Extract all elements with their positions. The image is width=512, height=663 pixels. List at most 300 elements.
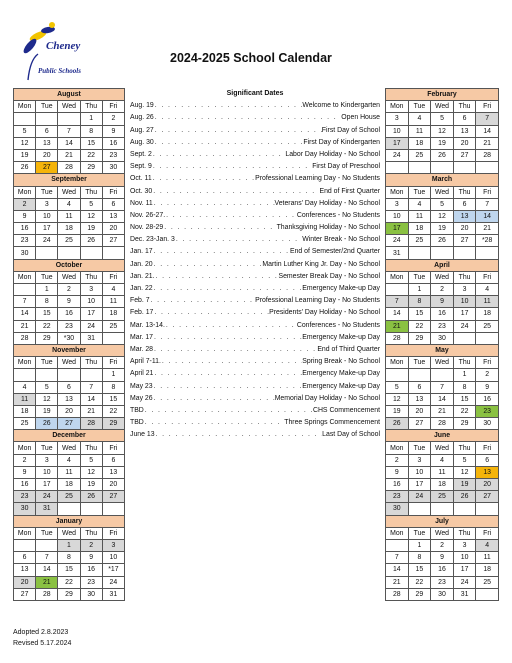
day-cell: 30	[14, 503, 36, 515]
day-header: Wed	[431, 357, 454, 369]
day-cell: 26	[431, 149, 454, 161]
day-header: Tue	[36, 527, 58, 539]
event-description: End of Third Quarter	[317, 345, 380, 353]
day-cell: 9	[431, 296, 454, 308]
day-header: Wed	[58, 186, 80, 198]
day-header: Mon	[14, 527, 36, 539]
event-date: TBD	[130, 419, 144, 427]
dot-leader	[154, 112, 342, 124]
day-header: Fri	[102, 357, 124, 369]
day-cell: 1	[453, 369, 476, 381]
day-cell: 24	[102, 576, 124, 588]
day-cell: 14	[386, 564, 409, 576]
dot-leader	[153, 393, 275, 405]
day-cell	[102, 503, 124, 515]
day-cell: 26	[386, 418, 409, 430]
dot-leader	[153, 198, 275, 210]
event-date: Feb. 7	[130, 297, 150, 305]
day-cell: 24	[453, 320, 476, 332]
day-cell: 11	[58, 210, 80, 222]
day-cell: 13	[102, 466, 124, 478]
right-months-table	[385, 88, 499, 601]
day-cell: 17	[453, 308, 476, 320]
day-header: Thu	[80, 271, 102, 283]
day-cell	[476, 332, 499, 344]
day-cell: 22	[102, 405, 124, 417]
dot-leader	[153, 368, 302, 380]
day-cell: 12	[386, 393, 409, 405]
day-header: Mon	[386, 186, 409, 198]
day-cell: 6	[36, 125, 58, 137]
day-cell: 27	[102, 491, 124, 503]
day-cell: 21	[431, 405, 454, 417]
day-cell	[453, 503, 476, 515]
day-header: Thu	[453, 271, 476, 283]
day-cell: 24	[386, 235, 409, 247]
day-cell: 20	[453, 223, 476, 235]
day-cell: 24	[36, 235, 58, 247]
day-cell: 5	[386, 381, 409, 393]
day-header: Mon	[14, 357, 36, 369]
day-cell	[102, 247, 124, 259]
dot-leader	[163, 222, 276, 234]
day-cell: 12	[80, 210, 102, 222]
day-cell: 17	[386, 137, 409, 149]
day-header: Fri	[102, 527, 124, 539]
dot-leader	[153, 246, 290, 258]
day-cell: 17	[453, 564, 476, 576]
significant-date-row	[130, 222, 380, 234]
day-cell: 20	[14, 576, 36, 588]
day-header: Wed	[58, 442, 80, 454]
day-cell: 9	[431, 552, 454, 564]
day-cell: 7	[386, 552, 409, 564]
month-name: March	[386, 174, 499, 186]
event-description: Professional Learning Day - No Students	[255, 175, 380, 183]
day-cell: 8	[58, 552, 80, 564]
day-header: Tue	[408, 442, 431, 454]
day-cell: 5	[80, 198, 102, 210]
district-logo	[8, 20, 98, 82]
month-name: August	[14, 89, 125, 101]
event-description: CHS Commencement	[312, 406, 380, 414]
dot-leader	[152, 161, 312, 173]
day-header: Mon	[14, 186, 36, 198]
day-header: Wed	[431, 271, 454, 283]
day-cell	[431, 247, 454, 259]
day-cell: 3	[386, 113, 409, 125]
event-description: Thanksgiving Holiday - No School	[276, 224, 380, 232]
day-header: Thu	[80, 101, 102, 113]
day-cell	[408, 503, 431, 515]
event-date: Feb. 17	[130, 309, 154, 317]
day-cell: 3	[102, 539, 124, 551]
dot-leader	[153, 344, 317, 356]
event-date: June 13	[130, 431, 155, 439]
day-cell: 28	[36, 588, 58, 600]
event-date: Jan. 20	[130, 260, 153, 268]
day-header: Wed	[431, 186, 454, 198]
day-cell: 6	[102, 454, 124, 466]
day-cell: 1	[58, 539, 80, 551]
day-cell: 28	[386, 588, 409, 600]
day-header: Mon	[386, 442, 409, 454]
day-cell: 14	[58, 137, 80, 149]
day-cell: 10	[408, 466, 431, 478]
day-cell: 15	[408, 564, 431, 576]
day-header: Fri	[476, 101, 499, 113]
day-cell: 28	[58, 162, 80, 174]
day-cell: 28	[431, 418, 454, 430]
day-cell: 14	[476, 125, 499, 137]
day-cell: 10	[36, 466, 58, 478]
day-cell: 10	[386, 210, 409, 222]
day-cell: 10	[102, 552, 124, 564]
day-cell	[36, 369, 58, 381]
day-cell	[431, 369, 454, 381]
day-cell: 17	[408, 479, 431, 491]
day-cell: 25	[476, 320, 499, 332]
event-description: Conferences - No Students	[296, 321, 380, 329]
event-date: Dec. 23-Jan. 3	[130, 236, 175, 244]
event-date: TBD	[130, 406, 144, 414]
day-header: Mon	[14, 271, 36, 283]
day-cell: 21	[14, 320, 36, 332]
day-header: Thu	[80, 186, 102, 198]
day-cell: 26	[36, 418, 58, 430]
event-description: Spring Break - No School	[302, 358, 380, 366]
day-cell: 4	[102, 284, 124, 296]
significant-date-row	[130, 259, 380, 271]
day-cell: 28	[476, 149, 499, 161]
day-cell: 25	[14, 418, 36, 430]
day-cell: 1	[80, 113, 102, 125]
day-cell: 9	[14, 210, 36, 222]
day-cell: 19	[36, 405, 58, 417]
day-cell: 3	[408, 454, 431, 466]
event-date: April 21	[130, 370, 154, 378]
day-cell: 15	[408, 308, 431, 320]
event-date: Jan. 21.	[130, 272, 155, 280]
day-cell: 22	[453, 405, 476, 417]
event-description: Three Springs Commencement	[284, 419, 380, 427]
day-cell	[386, 539, 409, 551]
day-cell: 11	[476, 552, 499, 564]
dot-leader	[154, 100, 303, 112]
day-cell: 4	[476, 284, 499, 296]
day-cell: 20	[453, 137, 476, 149]
day-cell: 30	[14, 247, 36, 259]
event-description: Memorial Day Holiday - No School	[274, 394, 380, 402]
day-cell	[476, 247, 499, 259]
day-cell: 6	[14, 552, 36, 564]
day-cell	[58, 113, 80, 125]
event-date: Aug. 19	[130, 102, 154, 110]
day-cell: 4	[408, 113, 431, 125]
day-cell: 26	[80, 235, 102, 247]
significant-date-row	[130, 381, 380, 393]
event-description: Emergency Make-up Day	[302, 382, 380, 390]
event-description: Emergency Make-up Day	[302, 370, 380, 378]
event-date: Sept. 9	[130, 163, 152, 171]
day-cell: 2	[14, 198, 36, 210]
day-cell	[58, 369, 80, 381]
day-cell: 28	[14, 332, 36, 344]
day-header: Thu	[80, 442, 102, 454]
day-cell: 23	[14, 491, 36, 503]
day-header: Tue	[36, 101, 58, 113]
dot-leader	[165, 210, 297, 222]
day-cell: 24	[80, 320, 102, 332]
day-cell	[453, 332, 476, 344]
day-cell: 22	[36, 320, 58, 332]
dot-leader	[152, 186, 319, 198]
event-date: Jan. 17	[130, 248, 153, 256]
day-cell: 26	[80, 491, 102, 503]
day-cell: 9	[58, 296, 80, 308]
day-header: Tue	[408, 271, 431, 283]
significant-date-row	[130, 417, 380, 429]
day-cell: 2	[102, 113, 124, 125]
day-header: Wed	[58, 101, 80, 113]
day-cell: 21	[386, 576, 409, 588]
event-description: Semester Break Day - No School	[278, 272, 380, 280]
event-date: May 23	[130, 382, 153, 390]
day-cell: 5	[431, 198, 454, 210]
day-cell: 12	[431, 210, 454, 222]
day-cell: 23	[102, 149, 124, 161]
day-cell: 3	[453, 284, 476, 296]
day-header: Thu	[453, 186, 476, 198]
day-cell: 31	[386, 247, 409, 259]
day-cell: 9	[386, 466, 409, 478]
month-name: June	[386, 430, 499, 442]
day-cell: 15	[58, 564, 80, 576]
day-cell	[80, 247, 102, 259]
day-cell	[80, 369, 102, 381]
day-cell: 25	[408, 149, 431, 161]
day-cell: 25	[58, 491, 80, 503]
day-cell: 11	[14, 393, 36, 405]
significant-date-row	[130, 429, 380, 441]
day-header: Tue	[408, 101, 431, 113]
day-cell: 8	[36, 296, 58, 308]
day-header: Tue	[408, 186, 431, 198]
day-cell: 1	[408, 539, 431, 551]
dot-leader	[165, 320, 297, 332]
day-cell: 29	[58, 588, 80, 600]
day-header: Tue	[408, 357, 431, 369]
day-cell: 14	[80, 393, 102, 405]
day-cell: 16	[102, 137, 124, 149]
day-cell: 19	[80, 479, 102, 491]
dot-leader	[144, 417, 284, 429]
day-cell: 13	[58, 393, 80, 405]
day-header: Wed	[431, 527, 454, 539]
day-cell: 21	[386, 320, 409, 332]
day-cell: 12	[80, 466, 102, 478]
event-date: Nov. 11	[130, 199, 153, 207]
day-cell: 27	[102, 235, 124, 247]
day-cell: 23	[431, 576, 454, 588]
day-cell: 29	[408, 588, 431, 600]
day-cell: 21	[58, 149, 80, 161]
event-description: Veterans' Day Holiday - No School	[274, 199, 380, 207]
day-cell: *28	[476, 235, 499, 247]
day-cell: 22	[408, 576, 431, 588]
dot-leader	[152, 173, 255, 185]
event-date: Mar. 28	[130, 345, 153, 353]
day-cell: 8	[453, 381, 476, 393]
day-cell: 22	[80, 149, 102, 161]
day-cell: 6	[453, 113, 476, 125]
event-date: Mar. 17	[130, 333, 153, 341]
day-header: Mon	[386, 527, 409, 539]
day-cell: 23	[14, 235, 36, 247]
day-cell: 31	[102, 588, 124, 600]
day-cell: 16	[80, 564, 102, 576]
day-cell: 18	[431, 479, 454, 491]
event-date: Oct. 11	[130, 175, 152, 183]
day-cell: 4	[58, 454, 80, 466]
day-cell: 27	[58, 418, 80, 430]
significant-date-row	[130, 295, 380, 307]
day-cell	[58, 247, 80, 259]
significant-date-row	[130, 234, 380, 246]
day-cell: 11	[408, 210, 431, 222]
day-cell: 10	[36, 210, 58, 222]
day-cell: 13	[14, 564, 36, 576]
month-name: November	[14, 344, 125, 356]
day-cell: 8	[408, 552, 431, 564]
day-cell: 23	[58, 320, 80, 332]
logo-text-public-schools: Public Schools	[38, 67, 81, 75]
day-cell	[386, 162, 409, 174]
significant-date-row	[130, 173, 380, 185]
day-cell	[14, 284, 36, 296]
day-cell: 14	[431, 393, 454, 405]
significant-date-row	[130, 112, 380, 124]
day-cell: 6	[102, 198, 124, 210]
day-cell	[36, 247, 58, 259]
day-cell: 11	[408, 125, 431, 137]
day-cell: 8	[102, 381, 124, 393]
day-cell: 6	[408, 381, 431, 393]
right-month-column	[385, 88, 499, 601]
day-cell: 21	[80, 405, 102, 417]
day-cell: 2	[386, 454, 409, 466]
day-cell: 20	[102, 223, 124, 235]
significant-date-row	[130, 320, 380, 332]
day-cell	[14, 113, 36, 125]
day-cell: 14	[36, 564, 58, 576]
significant-date-row	[130, 161, 380, 173]
day-cell	[80, 503, 102, 515]
significant-date-row	[130, 186, 380, 198]
day-header: Fri	[102, 442, 124, 454]
event-description: First Day of Preschool	[312, 163, 380, 171]
day-cell: 2	[431, 539, 454, 551]
day-cell: 11	[102, 296, 124, 308]
significant-date-row	[130, 198, 380, 210]
day-cell: 25	[58, 235, 80, 247]
day-cell: 23	[386, 491, 409, 503]
day-cell: 16	[14, 479, 36, 491]
day-cell: 26	[14, 162, 36, 174]
dot-leader	[153, 381, 303, 393]
day-cell: 20	[102, 479, 124, 491]
day-cell: 5	[453, 454, 476, 466]
significant-date-row	[130, 356, 380, 368]
day-cell: 7	[386, 296, 409, 308]
day-cell: 28	[386, 332, 409, 344]
day-cell: 14	[386, 308, 409, 320]
day-cell: 14	[476, 210, 499, 222]
day-header: Mon	[386, 271, 409, 283]
day-header: Tue	[408, 527, 431, 539]
day-cell: 30	[102, 162, 124, 174]
event-description: Emergency Make-up Day	[302, 285, 380, 292]
day-cell: 23	[431, 320, 454, 332]
significant-date-row	[130, 368, 380, 380]
day-cell	[14, 369, 36, 381]
revised-date: Revised 5.17.2024	[13, 640, 72, 647]
day-cell: 22	[58, 576, 80, 588]
month-name: April	[386, 259, 499, 271]
day-cell: 3	[36, 198, 58, 210]
adopted-date: Adopted 2.8.2023	[13, 629, 69, 636]
day-cell: 15	[453, 393, 476, 405]
left-month-column	[13, 88, 125, 601]
day-cell: 24	[408, 491, 431, 503]
day-cell: 18	[58, 479, 80, 491]
day-cell: 17	[386, 223, 409, 235]
day-header: Fri	[476, 357, 499, 369]
day-cell: 2	[431, 284, 454, 296]
dot-leader	[153, 307, 269, 319]
day-cell: 19	[453, 479, 476, 491]
day-cell: 25	[431, 491, 454, 503]
day-cell: 16	[431, 564, 454, 576]
day-cell: 17	[36, 223, 58, 235]
day-cell: 16	[476, 393, 499, 405]
day-cell: 13	[36, 137, 58, 149]
significant-date-row	[130, 405, 380, 417]
event-description: Welcome to Kindergarten	[302, 102, 380, 110]
day-header: Mon	[14, 101, 36, 113]
day-cell: 9	[14, 466, 36, 478]
day-cell	[431, 503, 454, 515]
logo-text-cheney: Cheney	[46, 40, 81, 52]
significant-date-row	[130, 149, 380, 161]
day-header: Thu	[80, 357, 102, 369]
day-cell: 25	[408, 235, 431, 247]
dot-leader	[150, 295, 256, 307]
dot-leader	[154, 137, 304, 149]
day-cell: 24	[36, 491, 58, 503]
day-cell: 30	[476, 418, 499, 430]
day-cell: 26	[453, 491, 476, 503]
day-cell: 29	[408, 332, 431, 344]
day-cell: 30	[431, 588, 454, 600]
month-name: January	[14, 515, 125, 527]
day-cell	[453, 162, 476, 174]
day-cell: 27	[14, 588, 36, 600]
day-cell: 16	[14, 223, 36, 235]
page-title: 2024-2025 School Calendar	[170, 51, 332, 65]
event-description: End of First Quarter	[319, 187, 380, 195]
day-cell: 1	[36, 284, 58, 296]
